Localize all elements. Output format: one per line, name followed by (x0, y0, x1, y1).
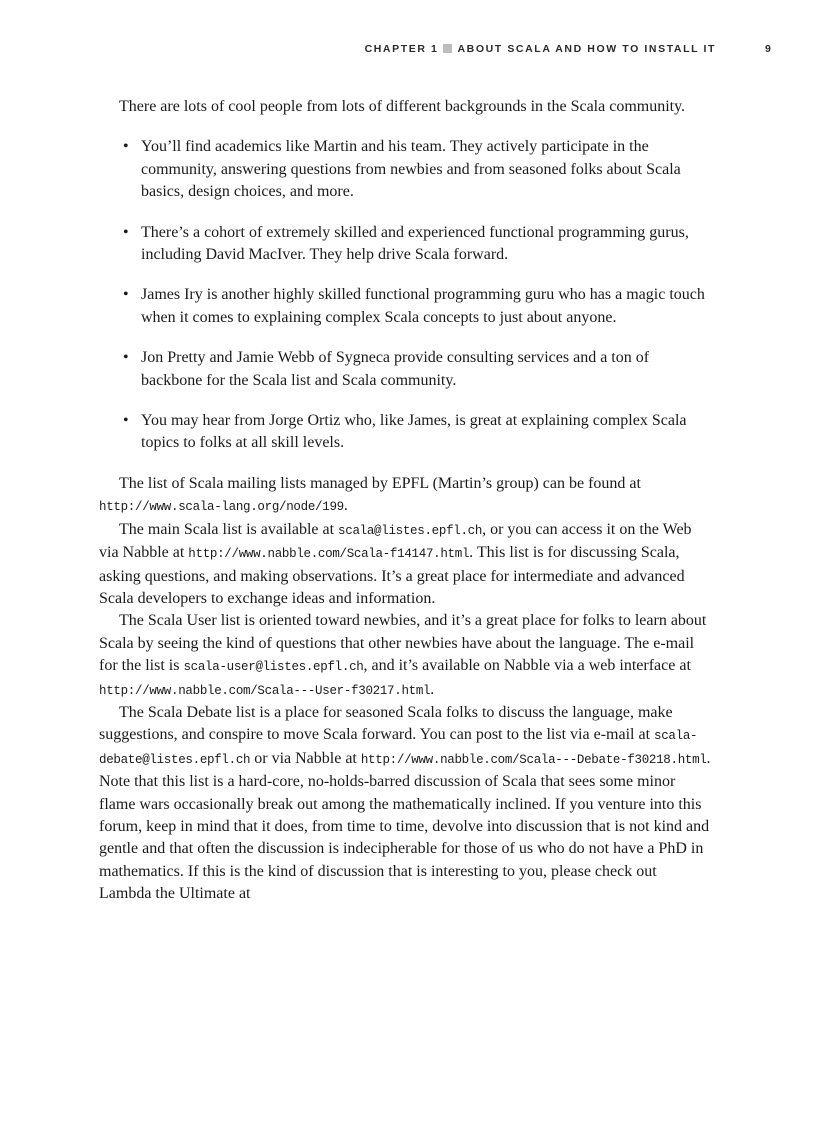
paragraph-text: , and it’s available on Nabble via a web interface at (363, 657, 691, 675)
list-item (123, 347, 713, 392)
paragraph-text: . This list is for discussing Scala, asking questions, and making observations. It’s a great place for intermediate and advanced Scala developers to exchange ideas and information. (99, 544, 685, 607)
chapter-label: CHAPTER 1 (364, 43, 439, 55)
list-item (123, 410, 713, 455)
paragraph-debate-list (99, 702, 713, 906)
mailing-lists-link[interactable]: http://www.scala-lang.org/node/199 (99, 500, 344, 515)
chapter-title: ABOUT SCALA AND HOW TO INSTALL IT (457, 43, 716, 55)
paragraph-user-list (99, 610, 713, 702)
paragraph-text: , or you can access it on the Web via Nabble at (99, 520, 692, 562)
paragraph-text: The main Scala list is available at (119, 520, 339, 538)
intro-paragraph: There are lots of cool people from lots of different backgrounds in the Scala community. (119, 98, 686, 115)
list-item-text: Jon Pretty and Jamie Webb of Sygneca provide consulting services and a ton of backbone for the Scala list and Scala community. (141, 349, 650, 389)
body-text (99, 96, 713, 906)
list-item-text: You’ll find academics like Martin and his team. They actively participate in the community, answering questions from newbies and from seasoned folks about Scala basics, design choices, and more. (141, 138, 681, 201)
bullet-icon: • (123, 223, 129, 241)
list-item-text: James Iry is another highly skilled functional programming guru who has a magic touch when it comes to explaining complex Scala concepts to just about anyone. (141, 286, 705, 326)
page-number: 9 (765, 43, 771, 55)
community-list (99, 136, 713, 454)
paragraph-text: . Note that this list is a hard-core, no-holds-barred discussion of Scala that sees some minor flame wars occasionally break out among the mathematically inclined. If you venture into this forum, keep in mind that it does, from time to time, devolve into discussion that is not kind and gentle and that often the discussion is indecipherable for those of us who do not have a PhD in mathematics. If this is the kind of discussion that is interesting to you, please check out Lambda the Ultimate at (99, 749, 711, 903)
paragraph-text: . (430, 680, 435, 698)
list-item (123, 284, 713, 329)
user-list-email-link[interactable]: scala-user@listes.epfl.ch (183, 660, 364, 675)
paragraph-text: The Scala User list is oriented toward newbies, and it’s a great place for folks to learn about Scala by seeing the kind of questions that other newbies have about the language. The e-mail for the list is (99, 612, 707, 675)
list-item-text: You may hear from Jorge Ortiz who, like James, is great at explaining complex Scala topics to folks at all skill levels. (141, 412, 687, 452)
chapter-heading (365, 43, 716, 55)
running-header (0, 40, 816, 60)
main-list-nabble-link[interactable]: http://www.nabble.com/Scala-f14147.html (188, 547, 470, 562)
list-item-text: There’s a cohort of extremely skilled and experienced functional programming gurus, including David MacIver. They help drive Scala forward. (141, 223, 689, 264)
debate-list-email-link[interactable]: scala-debate@listes.epfl.ch (99, 729, 698, 767)
bullet-icon: • (123, 286, 129, 304)
main-list-email-link[interactable]: scala@listes.epfl.ch (338, 523, 483, 538)
list-item (123, 136, 713, 203)
separator-square-icon (443, 44, 452, 53)
paragraph-text: The Scala Debate list is a place for seasoned Scala folks to discuss the language, make suggestions, and conspire to move Scala forward. You can post to the list via e-mail at (99, 703, 673, 744)
paragraph-text: or via Nabble at (250, 749, 361, 767)
bullet-icon: • (123, 349, 129, 367)
bullet-icon: • (123, 412, 129, 430)
paragraph-mailing-lists (99, 473, 713, 519)
paragraph-text: The list of Scala mailing lists managed by EPFL (Martin’s group) can be found at (119, 474, 641, 492)
bullet-icon: • (123, 138, 129, 156)
list-item (123, 222, 713, 267)
paragraph-text: . (343, 497, 348, 515)
paragraph-main-list (99, 519, 713, 611)
debate-list-nabble-link[interactable]: http://www.nabble.com/Scala---Debate-f30218.html (360, 752, 707, 767)
user-list-nabble-link[interactable]: http://www.nabble.com/Scala---User-f30217.html (99, 683, 431, 698)
